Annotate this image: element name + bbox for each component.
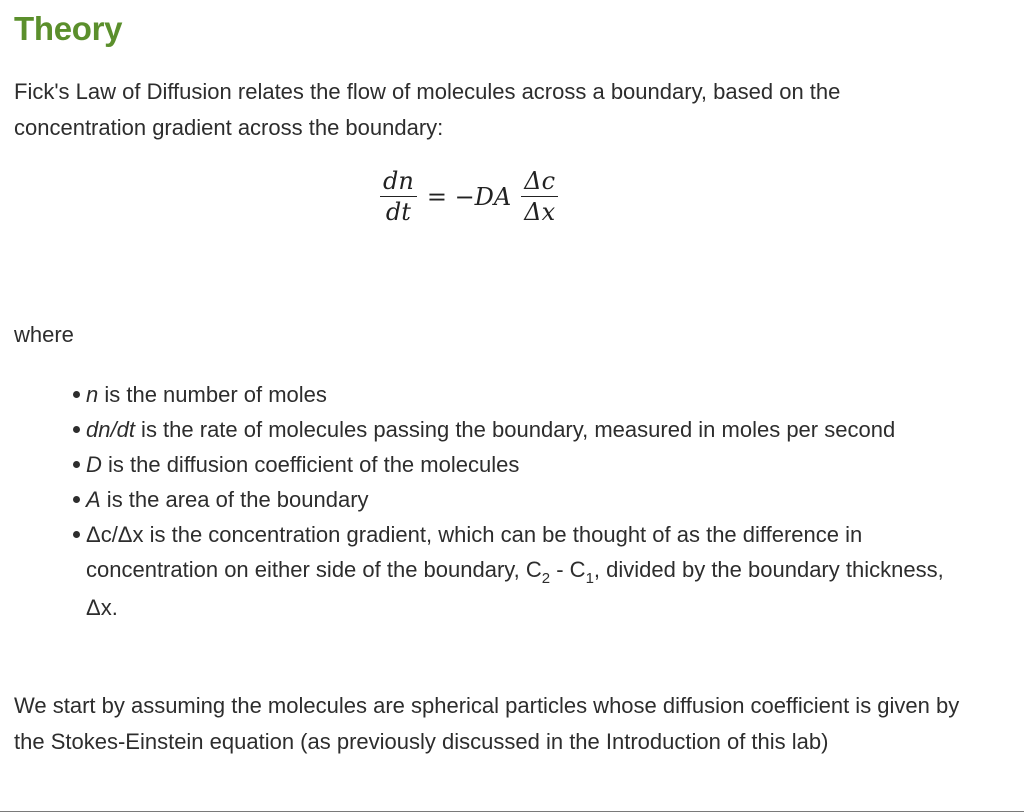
list-item	[86, 412, 966, 447]
variable-symbol: dn/dt	[86, 417, 135, 442]
list-item	[86, 377, 966, 412]
subscript-2: 2	[541, 570, 551, 587]
bullet-icon	[73, 531, 80, 538]
variable-description: is the area of the boundary	[100, 487, 369, 512]
lhs-fraction	[380, 166, 417, 227]
section-title: Theory	[14, 10, 123, 47]
gradient-mid: - C	[550, 557, 586, 582]
bullet-icon	[73, 391, 80, 398]
ficks-law-equation	[376, 166, 562, 227]
bullet-icon	[73, 496, 80, 503]
rhs-denominator: Δx	[524, 198, 556, 226]
lhs-denominator: dt	[385, 198, 411, 226]
rhs-numerator: Δc	[521, 166, 558, 197]
bullet-icon	[73, 461, 80, 468]
variable-list	[86, 377, 966, 625]
list-item	[86, 482, 966, 517]
subscript-1: 1	[585, 570, 594, 587]
variable-description: is the rate of molecules passing the boundary, measured in moles per second	[134, 417, 896, 442]
list-item	[86, 517, 966, 625]
where-label: where	[14, 322, 74, 347]
bullet-icon	[73, 426, 80, 433]
intro-paragraph: Fick's Law of Diffusion relates the flow of molecules across a boundary, based on the concentration gradient across the boundary:	[14, 79, 841, 140]
equation-middle: = −DA	[426, 182, 512, 211]
variable-description: is the diffusion coefficient of the molecules	[101, 452, 520, 477]
variable-description: is the number of moles	[98, 382, 327, 407]
list-item	[86, 447, 966, 482]
rhs-fraction	[521, 166, 558, 227]
lhs-numerator: dn	[380, 166, 417, 197]
variable-symbol: A	[86, 487, 101, 512]
gradient-tail: , divided by the boundary thickness, Δx.	[86, 557, 944, 620]
variable-symbol: n	[86, 382, 99, 407]
variable-symbol: D	[86, 452, 102, 477]
closing-paragraph: We start by assuming the molecules are spherical particles whose diffusion coefficient is given by the Stokes-Einstein equation (as previously discussed in the Introduction of this lab)	[14, 693, 960, 754]
gradient-description: Δc/Δx is the concentration gradient, which can be thought of as the difference in concentration on either side of the boundary, C	[86, 522, 863, 582]
